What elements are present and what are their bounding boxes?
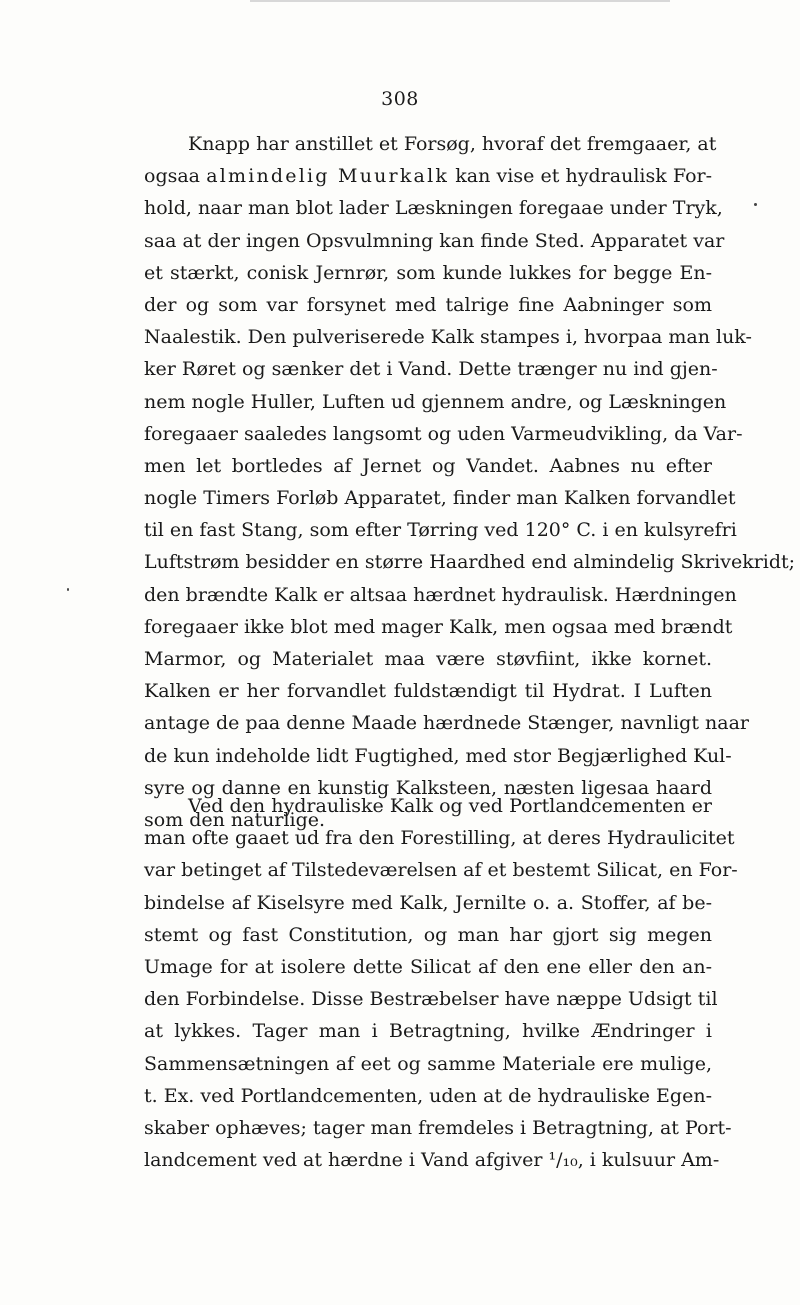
text-line: landcement ved at hærdne i Vand afgiver ¹/₁₀, i kulsuur Am-: [144, 1149, 720, 1172]
scan-edge-line: [250, 0, 670, 2]
text-line: ker Røret og sænker det i Vand. Dette trænger nu ind gjen-: [144, 358, 718, 381]
page-number: 308: [381, 88, 419, 110]
text-line: Ved den hydrauliske Kalk og ved Portlandcementen er: [188, 795, 712, 817]
text-line: antage de paa denne Maade hærdnede Stænger, navnligt naar: [144, 712, 749, 735]
text-line: syre og danne en kunstig Kalksteen, næsten ligesaa haard: [144, 776, 712, 799]
text-line: man ofte gaaet ud fra den Forestilling, at deres Hydraulicitet: [144, 827, 735, 850]
text-line: den brændte Kalk er altsaa hærdnet hydraulisk. Hærdningen: [144, 583, 737, 606]
text-line: men let bortledes af Jernet og Vandet. Aabnes nu efter: [144, 454, 712, 477]
text-line: [144, 160, 712, 192]
text-line: Knapp har anstillet et Forsøg, hvoraf det fremgaaer, at: [188, 133, 717, 155]
text-line: nem nogle Huller, Luften ud gjennem andre, og Læskningen: [144, 390, 727, 413]
text-line: t. Ex. ved Portlandcementen, uden at de hydrauliske Egen-: [144, 1084, 712, 1107]
text-line: nogle Timers Forløb Apparatet, finder man Kalken forvandlet: [144, 487, 736, 510]
paragraph-2: [144, 790, 738, 1176]
text-line: Marmor, og Materialet maa være støvfiint, ikke kornet.: [144, 648, 712, 670]
text-line: de kun indeholde lidt Fugtighed, med stor Begjærlighed Kul-: [144, 744, 732, 767]
text-fragment: kan vise et hydraulisk For-: [455, 165, 713, 188]
paragraph-1: [144, 128, 796, 836]
text-line: Kalken er her forvandlet fuldstændigt til Hydrat. I Luften: [144, 680, 712, 703]
text-line: til en fast Stang, som efter Tørring ved 120° C. i en kulsyrefri: [144, 519, 737, 542]
text-line: den Forbindelse. Disse Bestræbelser have næppe Udsigt til: [144, 988, 718, 1011]
text-line: foregaaer saaledes langsomt og uden Varmeudvikling, da Var-: [144, 422, 743, 445]
text-line: var betinget af Tilstedeværelsen af et bestemt Silicat, en For-: [144, 859, 738, 882]
text-fragment: ogsaa: [144, 165, 201, 188]
text-line: at lykkes. Tager man i Betragtning, hvilke Ændringer i: [144, 1020, 712, 1043]
text-line: der og som var forsynet med talrige fine Aabninger som: [144, 293, 712, 316]
text-line: Luftstrøm besidder en større Haardhed end almindelig Skrivekridt;: [144, 551, 796, 574]
text-line: et stærkt, conisk Jernrør, som kunde lukkes for begge En-: [144, 261, 712, 284]
scan-speck: [67, 588, 69, 591]
scan-speck: [754, 203, 757, 206]
emphasized-term: almindelig Muurkalk: [206, 165, 450, 188]
text-line: bindelse af Kiselsyre med Kalk, Jernilte o. a. Stoffer, af be-: [144, 891, 712, 914]
text-line: foregaaer ikke blot med mager Kalk, men ogsaa med brændt: [144, 615, 733, 638]
text-line: stemt og fast Constitution, og man har gjort sig megen: [144, 923, 712, 946]
text-line: som den naturlige.: [144, 808, 326, 831]
text-line: Naalestik. Den pulveriserede Kalk stampes i, hvorpaa man luk-: [144, 326, 752, 349]
text-line: skaber ophæves; tager man fremdeles i Betragtning, at Port-: [144, 1116, 732, 1139]
text-line: Sammensætningen af eet og samme Materiale ere mulige,: [144, 1052, 712, 1075]
text-line: saa at der ingen Opsvulmning kan finde Sted. Apparatet var: [144, 229, 725, 252]
text-line: hold, naar man blot lader Læskningen foregaae under Tryk,: [144, 197, 723, 220]
text-line: Umage for at isolere dette Silicat af den ene eller den an-: [144, 955, 712, 978]
